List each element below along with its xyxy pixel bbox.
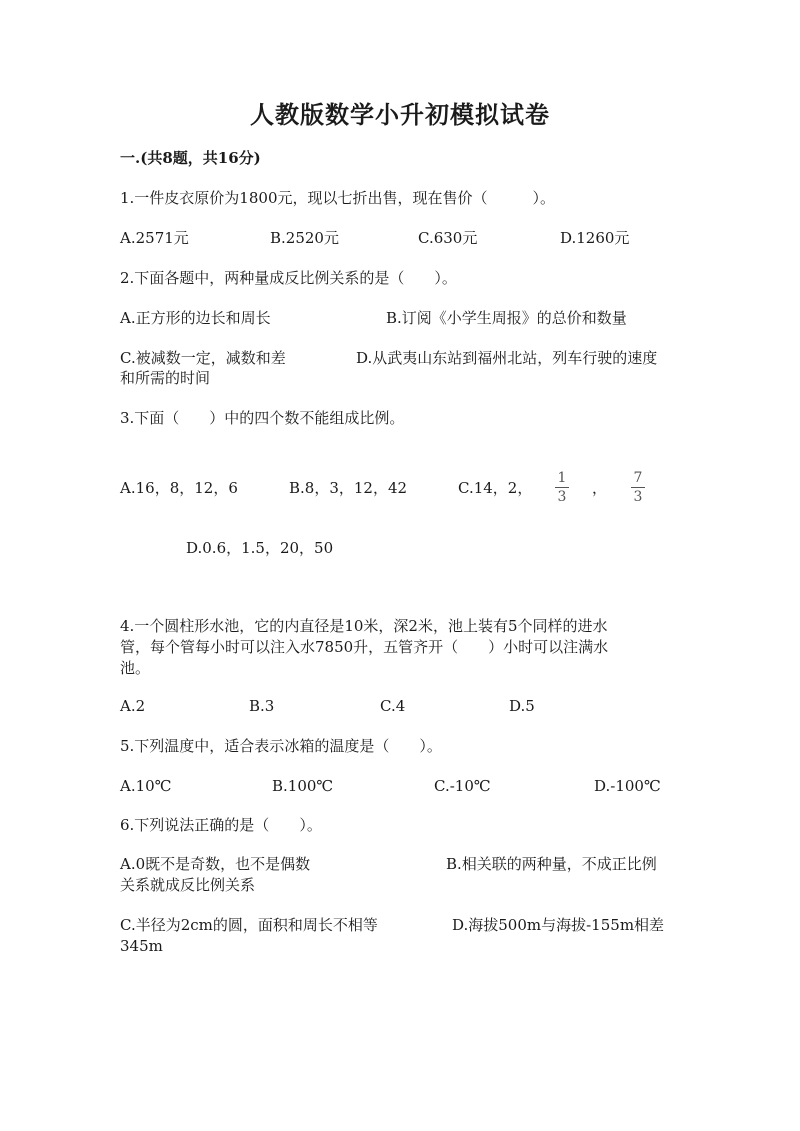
question-3-option-c[interactable]: C.14，2， (458, 479, 533, 497)
question-1-option-b[interactable]: B.2520元 (270, 229, 339, 247)
question-2-option-a[interactable]: A.正方形的边长和周长 (120, 309, 271, 327)
question-2-option-d[interactable]: D.从武夷山东站到福州北站，列车行驶的速度 (356, 349, 658, 367)
question-3-option-b[interactable]: B.8，3，12，42 (289, 479, 408, 497)
question-4-option-b[interactable]: B.3 (249, 697, 275, 715)
question-6-option-b[interactable]: B.相关联的两种量，不成正比例 (446, 855, 657, 873)
question-6-option-a[interactable]: A.0既不是奇数，也不是偶数 (120, 855, 311, 873)
question-5-option-d[interactable]: D.-100℃ (594, 777, 661, 795)
question-4-text-line-3: 池。 (120, 659, 151, 677)
question-1-option-d[interactable]: D.1260元 (560, 229, 630, 247)
question-4-text-line-2: 管，每个管每小时可以注入水7850升，五管齐开（ ）小时可以注满水 (120, 638, 609, 656)
fraction-1-denominator: 3 (557, 489, 567, 505)
fraction-2-denominator: 3 (633, 489, 643, 505)
question-2-option-d-continued: 和所需的时间 (120, 369, 211, 387)
question-2-option-c[interactable]: C.被减数一定，减数和差 (120, 349, 286, 367)
question-2-option-b[interactable]: B.订阅《小学生周报》的总价和数量 (386, 309, 627, 327)
section-heading: 一.(共8题，共16分) (120, 149, 261, 167)
question-3-separator: ， (592, 479, 608, 497)
question-3-fraction-2 (628, 470, 648, 505)
question-6-option-c[interactable]: C.半径为2cm的圆，面积和周长不相等 (120, 916, 378, 934)
question-4-option-d[interactable]: D.5 (509, 697, 535, 715)
question-5-option-b[interactable]: B.100℃ (272, 777, 334, 795)
question-5-option-a[interactable]: A.10℃ (120, 777, 172, 795)
question-6-text: 6.下列说法正确的是（ ）。 (120, 816, 322, 834)
fraction-1-bar (555, 487, 569, 488)
question-1-text: 1.一件皮衣原价为1800元，现以七折出售，现在售价（ ）。 (120, 189, 555, 207)
question-2-text: 2.下面各题中，两种量成反比例关系的是（ ）。 (120, 269, 457, 287)
question-4-option-c[interactable]: C.4 (380, 697, 406, 715)
question-6-option-d[interactable]: D.海拔500m与海拔-155m相差 (452, 916, 665, 934)
question-3-option-d[interactable]: D.0.6，1.5，20，50 (186, 539, 334, 557)
question-6-option-b-continued: 关系就成反比例关系 (120, 876, 256, 894)
fraction-1-numerator: 1 (557, 470, 567, 486)
question-4-text-line-1: 4.一个圆柱形水池，它的内直径是10米，深2米，池上装有5个同样的进水 (120, 617, 608, 635)
question-3-text: 3.下面（ ）中的四个数不能组成比例。 (120, 409, 405, 427)
question-3-option-a[interactable]: A.16，8，12，6 (120, 479, 238, 497)
question-4-option-a[interactable]: A.2 (120, 697, 146, 715)
question-6-option-d-continued: 345m (120, 937, 163, 955)
fraction-2-bar (631, 487, 645, 488)
fraction-2-numerator: 7 (633, 470, 643, 486)
question-1-option-a[interactable]: A.2571元 (120, 229, 189, 247)
question-5-text: 5.下列温度中，适合表示冰箱的温度是（ ）。 (120, 737, 442, 755)
page-title: 人教版数学小升初模拟试卷 (250, 100, 550, 129)
question-5-option-c[interactable]: C.-10℃ (434, 777, 491, 795)
question-3-fraction-1 (552, 470, 572, 505)
question-1-option-c[interactable]: C.630元 (418, 229, 478, 247)
